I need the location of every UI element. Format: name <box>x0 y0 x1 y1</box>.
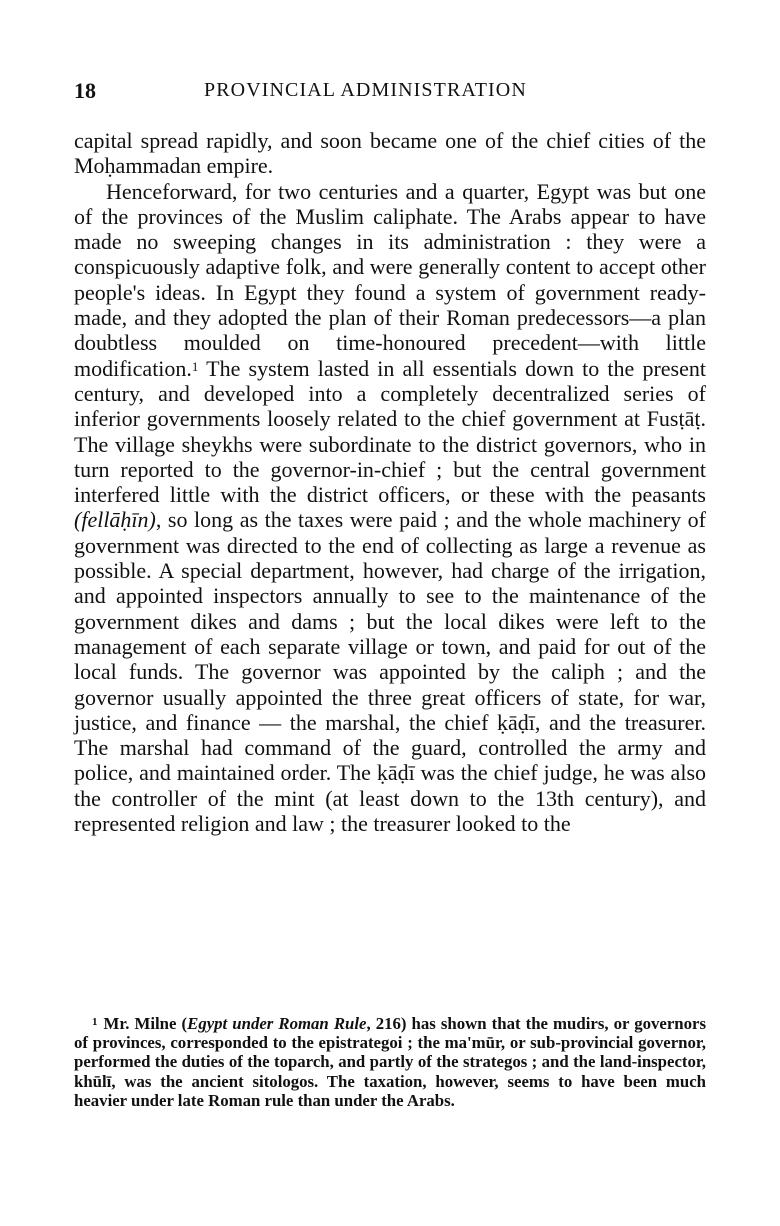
paragraph-2-text-c: , so long as the taxes were paid ; and the whole machinery of government was directed to the end of collecting as large a revenue as possible. A special department, however, had charge of the irrigation, and appointed inspectors annually to see to the maintenance of the government dikes and dams ; but the local dikes were left to the management of each separate village or town, and paid for out of the local funds. The governor was appointed by the caliph ; and the governor usually appointed the three great officers of state, for war, justice, and finance — the marshal, the chief ḳāḍī, and the treasurer. The marshal had command of the guard, controlled the army and police, and maintained order. The ḳāḍī was the chief judge, he was also the controller of the mint (at least down to the 13th century), and represented religion and law ; the treasurer looked to the <box>74 507 706 837</box>
footnote-book-title: Egypt under Roman Rule <box>187 1014 367 1033</box>
footnote-mark: 1 <box>92 1016 98 1028</box>
running-head <box>74 78 706 108</box>
paragraph-continuation <box>74 128 706 179</box>
footnote-text-a: Mr. Milne ( <box>103 1014 188 1033</box>
page-number: 18 <box>74 78 96 103</box>
running-title: PROVINCIAL ADMINISTRATION <box>204 79 527 101</box>
paragraph-2-text-b: The system lasted in all essentials down to the present century, and developed into a completely decentralized series of inferior governments loosely related to the chief government at Fusṭāṭ. The village sheykhs were subordinate to the district governors, who in turn reported to the governor-in-chief ; but the central government interfered little with the district officers, or these with the peasants <box>74 355 706 508</box>
paragraph-2-text-a: Henceforward, for two centuries and a quarter, Egypt was but one of the provinces of the Muslim caliphate. The Arabs appear to have made no sweeping changes in its administration : they were a conspicuously adaptive folk, and were generally content to accept other people's ideas. In Egypt they found a system of government ready-made, and they adopted the plan of their Roman predecessors—a plan doubtless moulded on time-honoured precedent—with little modification. <box>74 178 706 381</box>
page-content <box>74 78 706 836</box>
footnote-reference[interactable]: 1 <box>191 358 199 374</box>
footnote-text-b: , 216) has shown that the mudirs, or governors of provinces, corresponded to the epistrategoi ; the ma'mūr, or sub-provincial governor, performed the duties of the toparch, and partly of the strategos ; and the land-inspector, khūlī, was the ancient sitologos. The taxation, however, seems to have been much heavier under late Roman rule than under the Arabs. <box>74 1014 706 1110</box>
paragraph-1-text: capital spread rapidly, and soon became one of the chief cities of the Moḥammadan empire. <box>74 128 706 179</box>
footnote <box>74 1014 706 1110</box>
paragraph-main <box>74 179 706 837</box>
body-text <box>74 128 706 836</box>
peasants-term: (fellāḥīn) <box>74 507 156 533</box>
